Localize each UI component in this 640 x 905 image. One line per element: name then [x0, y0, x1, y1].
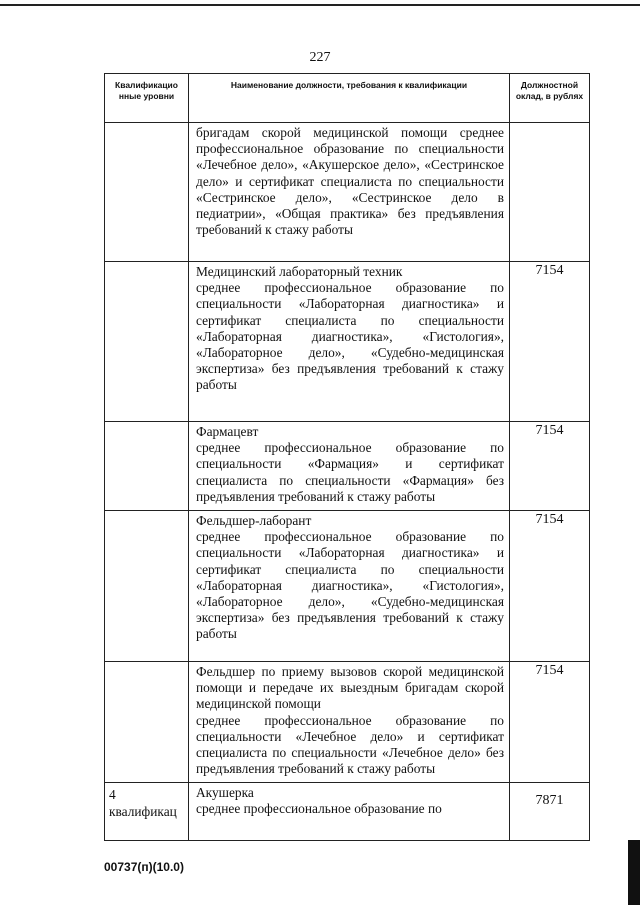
row-level	[105, 422, 189, 511]
row-description	[189, 123, 510, 262]
row-requirements: среднее профессиональное образование по специальности «Лечебное дело» и сертификат специалиста по специальности «Лечебное дело» без предъявления требований к стажу работы	[196, 712, 504, 777]
row-level	[105, 262, 189, 422]
row-position-title: Фармацевт	[196, 424, 259, 439]
row-salary	[510, 123, 590, 262]
scan-edge-mark	[628, 840, 640, 905]
row-level	[105, 662, 189, 783]
qualification-table	[104, 73, 590, 841]
table-row	[105, 422, 590, 511]
row-requirements: среднее профессиональное образование по специальности «Лабораторная диагностика» и сертификат специалиста по специальности «Лабораторная диагностика», «Гистология», «Лабораторное дело», «Судебно-медицинская экспертиза» без предъявления требований к стажу работы	[196, 280, 504, 393]
row-description	[189, 422, 510, 511]
row-description	[189, 662, 510, 783]
header-salary: Должностной оклад, в рублях	[510, 74, 590, 123]
row-requirements: среднее профессиональное образование по специальности «Фармация» и сертификат специалиста по специальности «Фармация» без предъявления требований к стажу работы	[196, 440, 504, 504]
top-rule	[0, 4, 640, 6]
row-salary: 7154	[510, 422, 590, 511]
row-position-title: Фельдшер-лаборант	[196, 513, 312, 528]
table-row	[105, 262, 590, 422]
header-level: Квалификацио нные уровни	[105, 74, 189, 123]
header-position: Наименование должности, требования к квалификации	[189, 74, 510, 123]
row-description	[189, 262, 510, 422]
row-position-title: Фельдшер по приему вызовов скорой медицинской помощи и передаче их выездным бригадам скорой медицинской помощи	[196, 664, 504, 712]
page-number: 227	[309, 50, 331, 65]
row-position-title: Акушерка	[196, 785, 254, 800]
row-level	[105, 511, 189, 662]
table-row	[105, 783, 590, 841]
table-row	[105, 662, 590, 783]
row-level	[105, 123, 189, 262]
row-salary: 7154	[510, 262, 590, 422]
row-description	[189, 783, 510, 841]
row-position-title: Медицинский лабораторный техник	[196, 264, 403, 279]
row-requirements: среднее профессиональное образование по	[196, 801, 442, 817]
table-row	[105, 123, 590, 262]
row-salary: 7154	[510, 662, 590, 783]
table-header-row	[105, 74, 590, 123]
row-salary: 7154	[510, 511, 590, 662]
row-requirements: среднее профессиональное образование по специальности «Лабораторная диагностика» и сертификат специалиста по специальности «Лабораторная диагностика», «Гистология», «Лабораторное дело», «Судебно-медицинская экспертиза» без предъявления требований к стажу работы	[196, 529, 504, 642]
row-description	[189, 511, 510, 662]
document-code: 00737(п)(10.0)	[104, 860, 184, 874]
row-salary: 7871	[510, 783, 590, 841]
row-requirements: бригадам скорой медицинской помощи среднее профессиональное образование по специальности «Лечебное дело», «Акушерское дело», «Сестринское дело» и сертификат специалиста по специальности «Сестринское дело», «Сестринское дело в педиатрии», «Общая практика» без предъявления требований к стажу работы	[196, 125, 504, 238]
row-level: 4 квалификац	[105, 783, 189, 841]
table-row	[105, 511, 590, 662]
